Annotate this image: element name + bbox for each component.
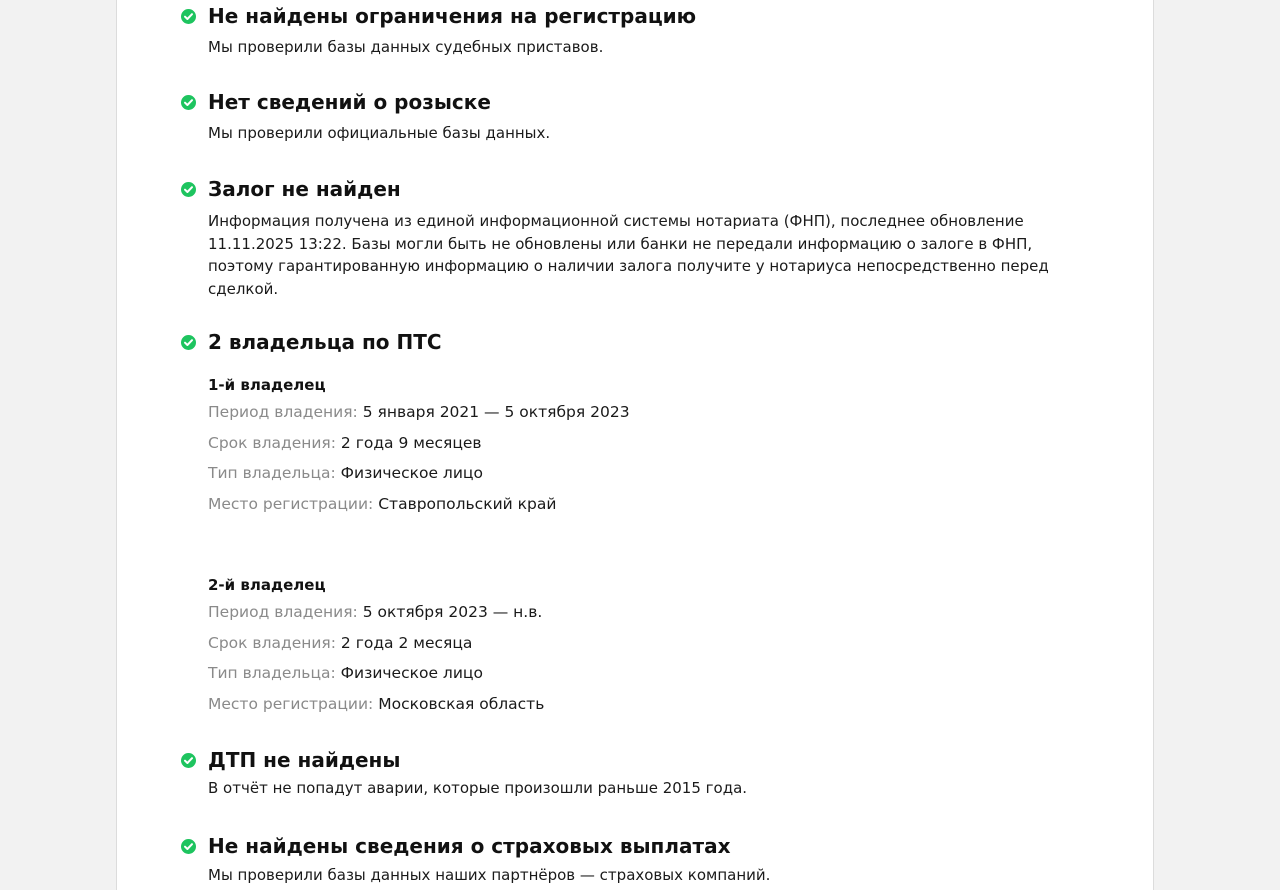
owner-type — [208, 662, 808, 693]
owner-term-label: Срок владения: — [208, 633, 336, 652]
section-title: 2 владельца по ПТС — [208, 330, 442, 354]
owner-type — [208, 462, 808, 493]
check-accidents — [181, 746, 1061, 800]
owner-term-label: Срок владения: — [208, 433, 336, 452]
owner-period — [208, 601, 808, 632]
owner-term-value: 2 года 9 месяцев — [340, 433, 482, 452]
section-description: Информация получена из единой информационной системы нотариата (ФНП), последнее обновление 11.11.2025 13:22. Базы могли быть не обновлены или банки не передали информацию о залоге в ФНП, поэтому гарантированную информацию о наличии залога получите у нотариуса непосредственно перед сделкой. — [208, 212, 1049, 298]
check-owners — [181, 328, 1061, 356]
section-title: Не найдены ограничения на регистрацию — [208, 4, 697, 28]
section-description: Мы проверили базы данных наших партнёров — страховых компаний. — [208, 866, 771, 884]
section-header — [181, 832, 1061, 860]
check-wanted — [181, 88, 1061, 145]
check-registration-restrictions — [181, 2, 1061, 59]
section-title: Нет сведений о розыске — [208, 90, 491, 114]
owner-period-value: 5 октября 2023 — н.в. — [362, 603, 543, 621]
owner-block — [208, 374, 808, 524]
owner-place-label: Место регистрации: — [208, 495, 374, 514]
owner-place — [208, 693, 808, 724]
owner-type-value: Физическое лицо — [340, 664, 483, 683]
owner-place-label: Место регистрации: — [208, 695, 374, 714]
check-pledge — [181, 175, 1061, 300]
section-title: Залог не найден — [208, 177, 401, 201]
owner-place — [208, 493, 808, 524]
owner-place-value: Ставропольский край — [378, 495, 557, 514]
check-circle-icon — [181, 182, 196, 197]
section-header — [181, 175, 1061, 203]
owner-title: 1-й владелец — [208, 376, 326, 394]
owner-period — [208, 401, 808, 432]
check-circle-icon — [181, 335, 196, 350]
owner-block — [208, 574, 808, 724]
owner-period-label: Период владения: — [208, 403, 358, 421]
owner-type-label: Тип владельца: — [208, 664, 336, 683]
owner-period-value: 5 января 2021 — 5 октября 2023 — [362, 403, 630, 421]
section-title: Не найдены сведения о страховых выплатах — [208, 834, 731, 858]
owner-place-value: Московская область — [378, 695, 545, 714]
check-circle-icon — [181, 839, 196, 854]
section-header — [181, 88, 1061, 116]
check-circle-icon — [181, 753, 196, 768]
section-header — [181, 746, 1061, 774]
section-description: В отчёт не попадут аварии, которые произошли раньше 2015 года. — [208, 779, 748, 797]
section-description: Мы проверили официальные базы данных. — [208, 124, 551, 142]
owner-term — [208, 432, 808, 463]
check-circle-icon — [181, 9, 196, 24]
section-header — [181, 2, 1061, 30]
owner-term-value: 2 года 2 месяца — [340, 633, 473, 652]
owner-period-label: Период владения: — [208, 603, 358, 621]
check-insurance-payments — [181, 832, 1061, 887]
report-card — [116, 0, 1154, 890]
owner-title: 2-й владелец — [208, 576, 326, 594]
check-circle-icon — [181, 95, 196, 110]
section-header — [181, 328, 1061, 356]
section-description: Мы проверили базы данных судебных приставов. — [208, 38, 604, 56]
owner-type-label: Тип владельца: — [208, 464, 336, 483]
section-title: ДТП не найдены — [208, 748, 401, 772]
owner-term — [208, 632, 808, 663]
owner-type-value: Физическое лицо — [340, 464, 483, 483]
